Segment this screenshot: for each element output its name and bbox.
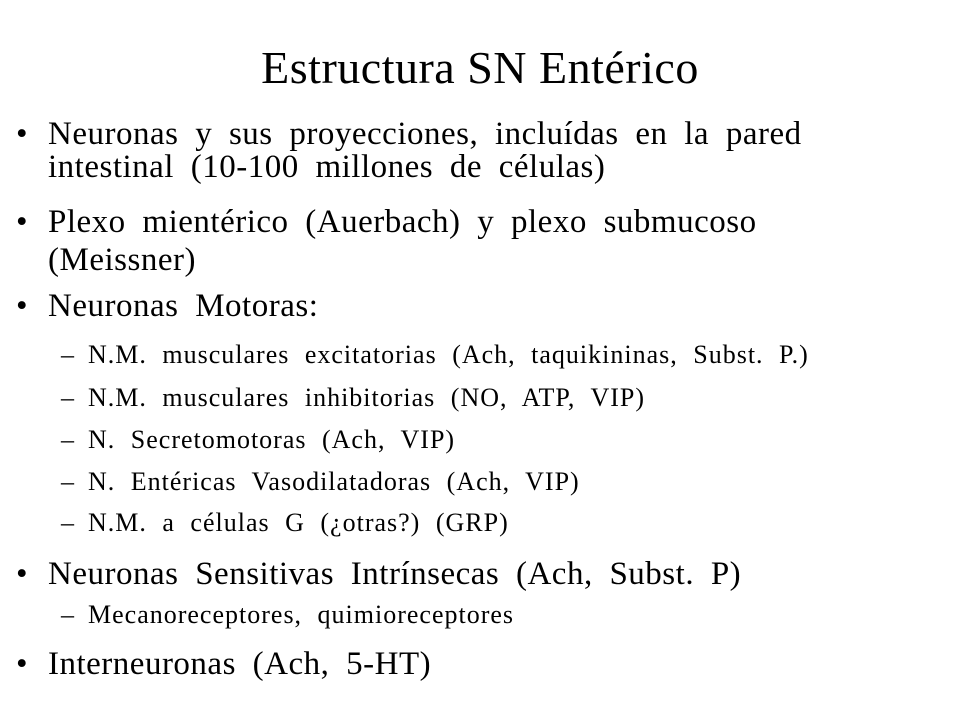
bullet-marker: • bbox=[16, 204, 28, 240]
sub-bullet-marker: – bbox=[61, 425, 74, 454]
bullet-marker: • bbox=[16, 288, 28, 324]
sub-bullet-marker: – bbox=[61, 467, 74, 496]
sub-bullet-marker: – bbox=[61, 340, 74, 369]
sub-bullet-marker: – bbox=[61, 508, 74, 537]
sub-bullet-text: Mecanoreceptores, quimioreceptores bbox=[88, 600, 515, 629]
bullet-marker: • bbox=[16, 116, 28, 152]
bullet-marker: • bbox=[16, 556, 28, 592]
sub-bullet-text: N. Secretomotoras (Ach, VIP) bbox=[88, 425, 456, 454]
sub-bullet-marker: – bbox=[61, 383, 74, 412]
sub-bullet-text: N.M. musculares inhibitorias (NO, ATP, VIP) bbox=[88, 383, 646, 412]
bullet-text-line: Neuronas y sus proyecciones, incluídas en la pared bbox=[48, 116, 802, 152]
bullet-text-line: Plexo mientérico (Auerbach) y plexo submucoso bbox=[48, 204, 757, 240]
sub-bullet-text: N. Entéricas Vasodilatadoras (Ach, VIP) bbox=[88, 467, 580, 496]
bullet-text-line: Interneuronas (Ach, 5-HT) bbox=[48, 646, 432, 682]
sub-bullet-text: N.M. a células G (¿otras?) (GRP) bbox=[88, 508, 509, 537]
sub-bullet-text: N.M. musculares excitatorias (Ach, taquikininas, Subst. P.) bbox=[88, 340, 809, 369]
bullet-text-line: (Meissner) bbox=[48, 242, 196, 278]
bullet-text-line: Neuronas Sensitivas Intrínsecas (Ach, Subst. P) bbox=[48, 556, 742, 592]
sub-bullet-marker: – bbox=[61, 600, 74, 629]
bullet-marker: • bbox=[16, 646, 28, 682]
bullet-text-line: Neuronas Motoras: bbox=[48, 288, 319, 324]
slide-title: Estructura SN Entérico bbox=[261, 42, 699, 93]
bullet-text-line: intestinal (10-100 millones de células) bbox=[48, 149, 606, 185]
